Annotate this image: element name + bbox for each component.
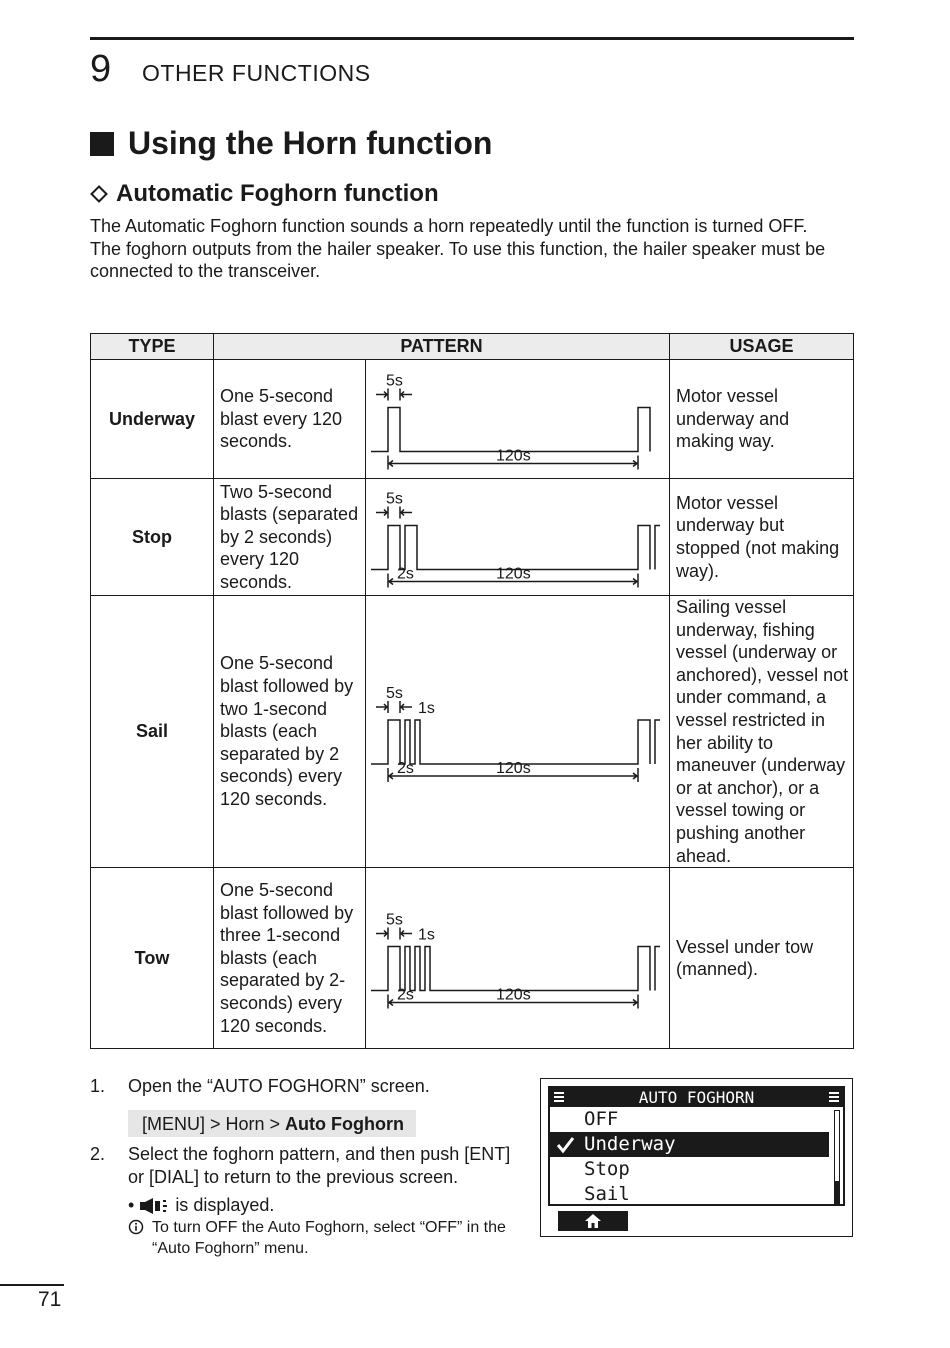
usage-cell: Vessel under tow (manned).: [670, 868, 854, 1049]
section-title-text: Using the Horn function: [128, 125, 493, 161]
step-number: 1.: [90, 1076, 106, 1096]
cycle-label: 120s: [496, 447, 531, 464]
lcd-scrollbar[interactable]: [834, 1110, 840, 1204]
intro-paragraph: The Automatic Foghorn function sounds a horn repeatedly until the function is turned OFF.: [90, 216, 808, 236]
lcd-item-label: Underway: [584, 1133, 676, 1155]
lcd-display: [548, 1086, 845, 1206]
waveform-continuation: [655, 720, 660, 764]
menu-path: [128, 1110, 416, 1138]
pattern-description: One 5-second blast followed by two 1-second blasts (each separated by 2 seconds) every 120 seconds.: [214, 596, 366, 868]
step-text: Select the foghorn pattern, and then push [ENT] or [DIAL] to return to the previous screen.: [128, 1144, 511, 1187]
menu-icon: [554, 1091, 564, 1103]
foghorn-waveform: [371, 525, 650, 569]
chapter-number: 9: [90, 48, 112, 90]
lcd-item-label: Sail: [584, 1183, 630, 1205]
gap-label: 2s: [397, 759, 414, 777]
pattern-diagram: [366, 868, 670, 1049]
table-row: [91, 596, 854, 868]
type-cell: Sail: [91, 596, 214, 868]
intro-paragraph: The foghorn outputs from the hailer speaker. To use this function, the hailer speaker must be connected to the transceiver.: [90, 238, 826, 281]
short-blast-label: 1s: [418, 699, 435, 717]
waveform-continuation: [655, 946, 660, 990]
pattern-diagram: [366, 360, 670, 479]
info-icon: [128, 1219, 144, 1235]
duration-arrow: [376, 506, 412, 518]
short-blast-label: 1s: [418, 926, 435, 944]
duration-label: 5s: [386, 490, 403, 507]
usage-cell: Motor vessel underway but stopped (not making way).: [670, 479, 854, 596]
pattern-diagram: [366, 596, 670, 868]
lcd-menu-item-off[interactable]: [550, 1107, 829, 1132]
lcd-menu-item-stop[interactable]: [550, 1157, 829, 1182]
table-row: [91, 868, 854, 1049]
table-row: [91, 360, 854, 479]
lcd-menu-item-underway[interactable]: [550, 1132, 829, 1157]
table-row: [91, 479, 854, 596]
pattern-description: One 5-second blast followed by three 1-second blasts (each separated by 2-seconds) every 120 seconds.: [214, 868, 366, 1049]
diamond-outline-icon: [90, 185, 108, 203]
square-bullet-icon: [90, 132, 114, 156]
usage-header: USAGE: [670, 334, 854, 360]
step-2: [90, 1143, 530, 1188]
pattern-description: Two 5-second blasts (separated by 2 seconds) every 120 seconds.: [214, 479, 366, 596]
cycle-label: 120s: [496, 759, 531, 777]
duration-label: 5s: [386, 911, 403, 929]
foghorn-pattern-table: [90, 333, 854, 1049]
chapter-title: OTHER FUNCTIONS: [142, 60, 371, 86]
menu-path-prefix: [MENU] > Horn >: [142, 1113, 286, 1134]
step-number: 2.: [90, 1144, 106, 1165]
header-rule: [90, 37, 854, 40]
menu-icon: [829, 1091, 839, 1103]
info-text: To turn OFF the Auto Foghorn, select “OFF” in the “Auto Foghorn” menu.: [152, 1218, 506, 1257]
waveform-continuation: [655, 525, 660, 569]
lcd-title: AUTO FOGHORN: [638, 1088, 755, 1107]
step-text: Open the “AUTO FOGHORN” screen.: [128, 1076, 430, 1096]
type-cell: Tow: [91, 868, 214, 1049]
foghorn-waveform: [371, 946, 650, 990]
lcd-item-label: OFF: [584, 1108, 619, 1130]
bullet-line: • is displayed.: [128, 1195, 275, 1216]
step-1: [90, 1075, 530, 1098]
procedure-steps: [90, 1075, 530, 1259]
home-softkey[interactable]: [558, 1211, 628, 1231]
duration-arrow: [376, 388, 412, 400]
duration-label: 5s: [386, 684, 403, 702]
foghorn-icon: [139, 1198, 171, 1214]
cycle-label: 120s: [496, 986, 531, 1004]
home-icon: [585, 1214, 601, 1228]
check-icon: [556, 1132, 576, 1157]
foghorn-waveform: [371, 720, 650, 764]
intro-text: [90, 215, 860, 283]
usage-cell: Motor vessel underway and making way.: [670, 360, 854, 479]
type-cell: Stop: [91, 479, 214, 596]
bullet-text: is displayed.: [175, 1195, 275, 1216]
scrollbar-thumb[interactable]: [835, 1181, 839, 1203]
gap-label: 2s: [397, 986, 414, 1004]
duration-arrow: [376, 701, 412, 713]
footer-rule: [0, 1284, 64, 1286]
table-header-row: [91, 334, 854, 360]
menu-path-target: Auto Foghorn: [285, 1113, 405, 1134]
info-note: [128, 1217, 530, 1259]
type-header: TYPE: [91, 334, 214, 360]
lcd-item-label: Stop: [584, 1158, 630, 1180]
lcd-title-bar: [550, 1088, 843, 1107]
pattern-diagram: [366, 479, 670, 596]
subsection-title-text: Automatic Foghorn function: [116, 180, 439, 207]
cycle-label: 120s: [496, 565, 531, 582]
duration-arrow: [376, 927, 412, 939]
subsection-title: [90, 180, 439, 208]
foghorn-waveform: [371, 407, 650, 451]
pattern-header: PATTERN: [214, 334, 670, 360]
gap-label: 2s: [397, 565, 414, 582]
lcd-menu-item-sail[interactable]: [550, 1182, 829, 1206]
lcd-screen-illustration: [540, 1078, 853, 1237]
pattern-description: One 5-second blast every 120 seconds.: [214, 360, 366, 479]
duration-label: 5s: [386, 372, 403, 389]
page-number: 71: [38, 1288, 62, 1311]
section-title: [90, 125, 492, 162]
usage-cell: Sailing vessel underway, fishing vessel (underway or anchored), vessel not under command, a vessel restricted in her ability to maneuver (underway or at anchor), or a vessel towing or pushing another ahead.: [670, 596, 854, 868]
type-cell: Underway: [91, 360, 214, 479]
